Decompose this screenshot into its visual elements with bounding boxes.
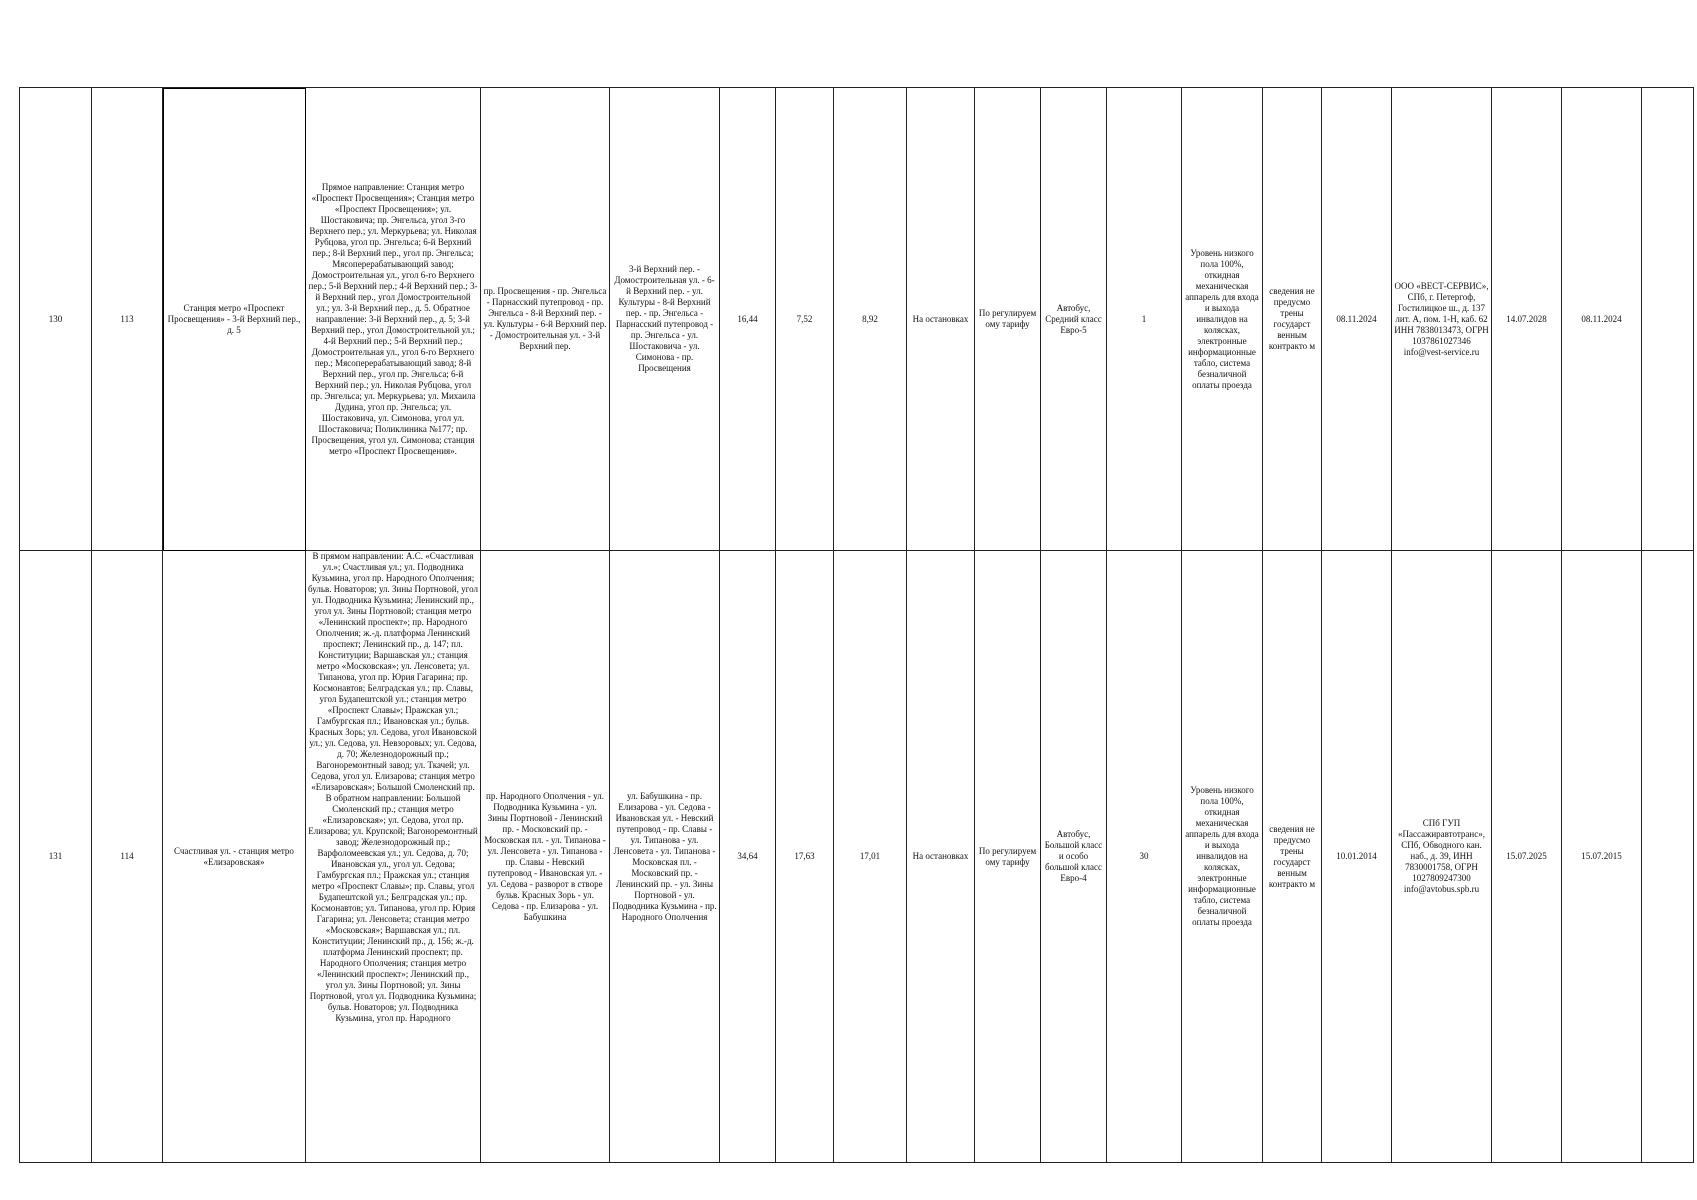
table-row bbox=[20, 551, 1694, 1163]
stop-order: На остановках bbox=[907, 551, 975, 1163]
route-name: Станция метро «Проспект Просвещения» - 3-й Верхний пер., д. 5 bbox=[163, 88, 306, 551]
registration-number: 131 bbox=[20, 551, 92, 1163]
route-number: 114 bbox=[92, 551, 163, 1163]
start-date: 10.01.2014 bbox=[1322, 551, 1392, 1163]
note bbox=[1642, 551, 1694, 1163]
route-registry-table bbox=[19, 87, 1694, 1163]
route-number: 113 bbox=[92, 88, 163, 551]
route-stops: В прямом направлении: А.С. «Счастливая ул.»; Счастливая ул.; ул. Подводника Кузьмина, угол пр. Народного Ополчения; бульв. Новаторов; ул. Зины Портновой, угол ул. Подводника Кузьмина; Ленинский пр., угол ул. Зины Портновой; станция метро «Ленинский проспект»; пр. Народного Ополчения; ж.-д. платформа Ленинский проспект; Ленинский пр., д. 147; пл. Конституции; Варшавская ул.; станция метро «Московская»; ул. Ленсовета; ул. Типанова, угол пр. Юрия Гагарина; пр. Космонавтов; Белградская ул.; пр. Славы, угол Будапештской ул.; станция метро «Проспект Славы»; Пражская ул.; Гамбургская пл.; Ивановская ул.; бульв. Красных Зорь; ул. Седова, угол Ивановской ул.; ул. Седова, ул. Невзоровых; ул. Седова, д. 70; Железнодорожный пр.; Вагоноремонтный завод; ул. Ткачей; ул. Седова, угол ул. Елизарова; станция метро «Елизаровская»; Большой Смоленский пр. В обратном направлении: Большой Смоленский пр.; станция метро «Елизаровская»; ул. Седова, угол пр. Елизарова; ул. Крупской; Вагоноремонтный завод; Железнодорожный пр.; Варфоломеевская ул.; ул. Седова, д. 70; Ивановская ул., угол ул. Седова; Гамбургская пл.; Пражская ул.; станция метро «Проспект Славы»; пр. Славы, угол Будапештской ул.; Белградская ул.; пр. Космонавтов; ул. Типанова, угол пр. Юрия Гагарина; ул. Ленсовета; станция метро «Московская»; Варшавская ул.; пл. Конституции; Ленинский пр., д. 156; ж.-д. платформа Ленинский проспект; пр. Народного Ополчения; станция метро «Ленинский проспект»; Ленинский пр., угол ул. Зины Портновой; ул. Зины Портновой, угол ул. Подводника Кузьмина; бульв. Новаторов; ул. Подводника Кузьмина, угол пр. Народного bbox=[306, 551, 481, 1163]
table-row bbox=[20, 88, 1694, 551]
vehicle-count: 30 bbox=[1107, 551, 1182, 1163]
carrier-info: СПб ГУП «Пассажиравтотранс», СПб, Обводного кан. наб., д. 39, ИНН 7830001758, ОГРН 1027809247300 info@avtobus.spb.ru bbox=[1392, 551, 1492, 1163]
subsidy-info: сведения не предусмо трены государст венным контракто м bbox=[1263, 551, 1322, 1163]
route-length-backward: 17,01 bbox=[834, 551, 907, 1163]
vehicle-type: Автобус, Средний класс Евро-5 bbox=[1041, 88, 1107, 551]
note bbox=[1642, 88, 1694, 551]
vehicle-characteristics: Уровень низкого пола 100%, откидная механическая аппарель для входа и выхода инвалидов на колясках, электронные информационные табло, система безналичной оплаты проезда bbox=[1182, 551, 1263, 1163]
streets-forward: пр. Народного Ополчения - ул. Подводника Кузьмина - ул. Зины Портновой - Ленинский пр. - Московский пр. - Московская пл. - ул. Типанова - ул. Ленсовета - ул. Типанова - пр. Славы - Невский путепровод - Ивановская ул. - ул. Седова - разворот в створе бульв. Красных Зорь - ул. Седова - пр. Елизарова - ул. Бабушкина bbox=[481, 551, 610, 1163]
streets-backward: 3-й Верхний пер. - Домостроительная ул. - 6-й Верхний пер. - ул. Культуры - 8-й Верхний пер. - пр. Энгельса - Парнасский путепровод - пр. Энгельса - ул. Шостаковича - ул. Симонова - пр. Просвещения bbox=[610, 88, 720, 551]
stop-order: На остановках bbox=[907, 88, 975, 551]
contract-date: 15.07.2015 bbox=[1562, 551, 1642, 1163]
vehicle-count: 1 bbox=[1107, 88, 1182, 551]
route-stops: Прямое направление: Станция метро «Проспект Просвещения»; Станция метро «Проспект Просвещения»; ул. Шостаковича; пр. Энгельса, угол 3-го Верхнего пер.; ул. Меркурьева; ул. Николая Рубцова, угол пр. Энгельса; 6-й Верхний пер.; 8-й Верхний пер., угол пр. Энгельса; Мясоперерабатывающий завод; Домостроительная ул., угол 6-го Верхнего пер.; 5-й Верхний пер.; 4-й Верхний пер.; 3-й Верхний пер., угол Домостроительной ул.; ул. 3-й Верхний пер., д. 5. Обратное направление: 3-й Верхний пер., д. 5; 3-й Верхний пер., угол Домостроительной ул.; 4-й Верхний пер.; 5-й Верхний пер.; Домостроительная ул., угол 6-го Верхнего пер.; Мясоперерабатывающий завод; 8-й Верхний пер., угол пр. Энгельса; 6-й Верхний пер.; ул. Николая Рубцова, угол пр. Энгельса; ул. Меркурьева; ул. Михаила Дудина, угол пр. Энгельса; ул. Шостаковича, ул. Симонова, угол ул. Шостаковича; Поликлиника №177; пр. Просвещения, угол ул. Симонова; станция метро «Проспект Просвещения». bbox=[306, 88, 481, 551]
route-length-total: 34,64 bbox=[720, 551, 776, 1163]
vehicle-type: Автобус, Большой класс и особо большой класс Евро-4 bbox=[1041, 551, 1107, 1163]
route-length-total: 16,44 bbox=[720, 88, 776, 551]
route-length-forward: 17,63 bbox=[776, 551, 834, 1163]
fare-type: По регулируем ому тарифу bbox=[975, 88, 1041, 551]
subsidy-info: сведения не предусмо трены государст венным контракто м bbox=[1263, 88, 1322, 551]
carrier-info: ООО «ВЕСТ-СЕРВИС», СПб, г. Петергоф, Гостилицкое ш., д. 137 лит. А, пом. 1-Н, каб. 62 ИНН 7838013473, ОГРН 1037861027346 info@vest-service.ru bbox=[1392, 88, 1492, 551]
route-length-backward: 8,92 bbox=[834, 88, 907, 551]
contract-end-date: 14.07.2028 bbox=[1492, 88, 1562, 551]
start-date: 08.11.2024 bbox=[1322, 88, 1392, 551]
registration-number: 130 bbox=[20, 88, 92, 551]
route-length-forward: 7,52 bbox=[776, 88, 834, 551]
vehicle-characteristics: Уровень низкого пола 100%, откидная механическая аппарель для входа и выхода инвалидов на колясках, электронные информационные табло, система безналичной оплаты проезда bbox=[1182, 88, 1263, 551]
fare-type: По регулируем ому тарифу bbox=[975, 551, 1041, 1163]
contract-date: 08.11.2024 bbox=[1562, 88, 1642, 551]
streets-forward: пр. Просвещения - пр. Энгельса - Парнасский путепровод - пр. Энгельса - 8-й Верхний пер. - ул. Культуры - 6-й Верхний пер. - Домостроительная ул. - 3-й Верхний пер. bbox=[481, 88, 610, 551]
contract-end-date: 15.07.2025 bbox=[1492, 551, 1562, 1163]
route-name: Счастливая ул. - станция метро «Елизаровская» bbox=[163, 551, 306, 1163]
streets-backward: ул. Бабушкина - пр. Елизарова - ул. Седова - Ивановская ул. - Невский путепровод - пр. Славы - ул. Типанова - ул. Ленсовета - ул. Типанова - Московская пл. - Московский пр. - Ленинский пр. - ул. Зины Портновой - ул. Подводника Кузьмина - пр. Народного Ополчения bbox=[610, 551, 720, 1163]
